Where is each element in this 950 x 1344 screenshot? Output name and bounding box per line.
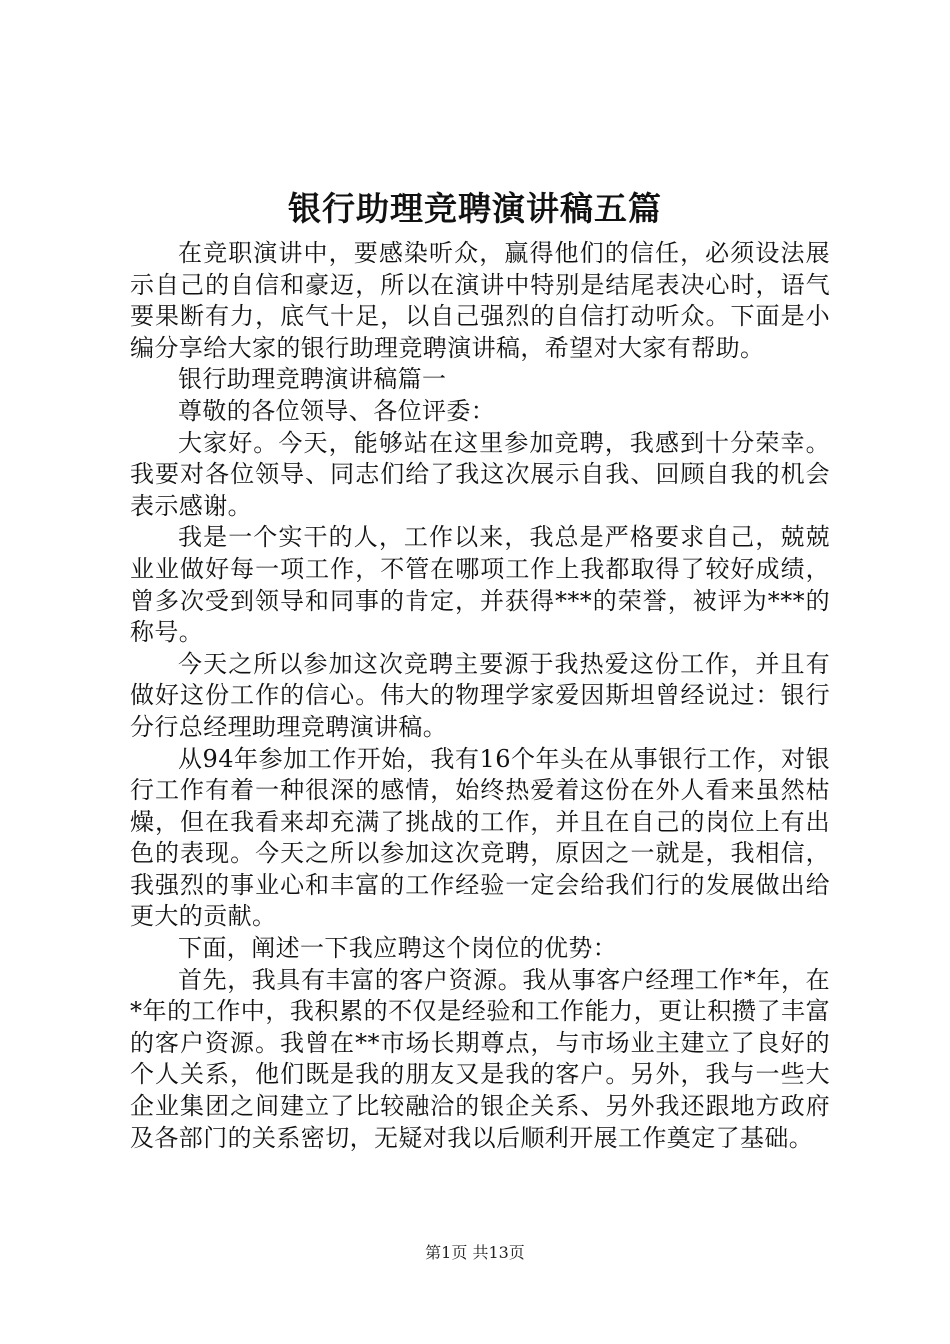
paragraph-salutation: 尊敬的各位领导、各位评委： [178,396,496,425]
document-body [130,238,830,1154]
paragraph-motivation: 今天之所以参加这次竞聘主要源于我热爱这份工作，并且有做好这份工作的信心。伟大的物理学家爱因斯坦曾经说过：银行分行总经理助理竞聘演讲稿。 [130,649,830,741]
document-title: 银行助理竞聘演讲稿五篇 [288,189,662,228]
paragraph-self-intro: 我是一个实干的人，工作以来，我总是严格要求自己，兢兢业业做好每一项工作，不管在哪项工作上我都取得了较好成绩，曾多次受到领导和同事的肯定，并获得***的荣誉，被评为***的称号。 [130,523,830,647]
paragraph-experience: 从94年参加工作开始，我有16个年头在从事银行工作，对银行工作有着一种很深的感情，始终热爱着这份在外人看来虽然枯燥，但在我看来却充满了挑战的工作，并且在自己的岗位上有出色的表现。今天之所以参加这次竞聘，原因之一就是，我相信，我强烈的事业心和丰富的工作经验一定会给我们行的发展做出给更大的贡献。 [130,744,830,931]
paragraph-section-heading: 银行助理竞聘演讲稿篇一 [178,365,447,394]
paragraph-intro: 在竞职演讲中，要感染听众，赢得他们的信任，必须设法展示自己的自信和豪迈，所以在演讲中特别是结尾表决心时，语气要果断有力，底气十足，以自己强烈的自信打动听众。下面是小编分享给大家的银行助理竞聘演讲稿，希望对大家有帮助。 [130,239,830,362]
paragraph-greeting: 大家好。今天，能够站在这里参加竞聘，我感到十分荣幸。我要对各位领导、同志们给了我这次展示自我、回顾自我的机会表示感谢。 [130,428,830,520]
paragraph-advantages-intro: 下面，阐述一下我应聘这个岗位的优势： [178,934,618,963]
paragraph-client-resources: 首先，我具有丰富的客户资源。我从事客户经理工作*年，在*年的工作中，我积累的不仅是经验和工作能力，更让积攒了丰富的客户资源。我曾在**市场长期尊点，与市场业主建立了良好的个人关系，他们既是我的朋友又是我的客户。另外，我与一些大企业集团之间建立了比较融洽的银企关系、另外我还跟地方政府及各部门的关系密切，无疑对我以后顺利开展工作奠定了基础。 [130,965,830,1152]
page-number-footer: 第1页 共13页 [425,1243,525,1262]
